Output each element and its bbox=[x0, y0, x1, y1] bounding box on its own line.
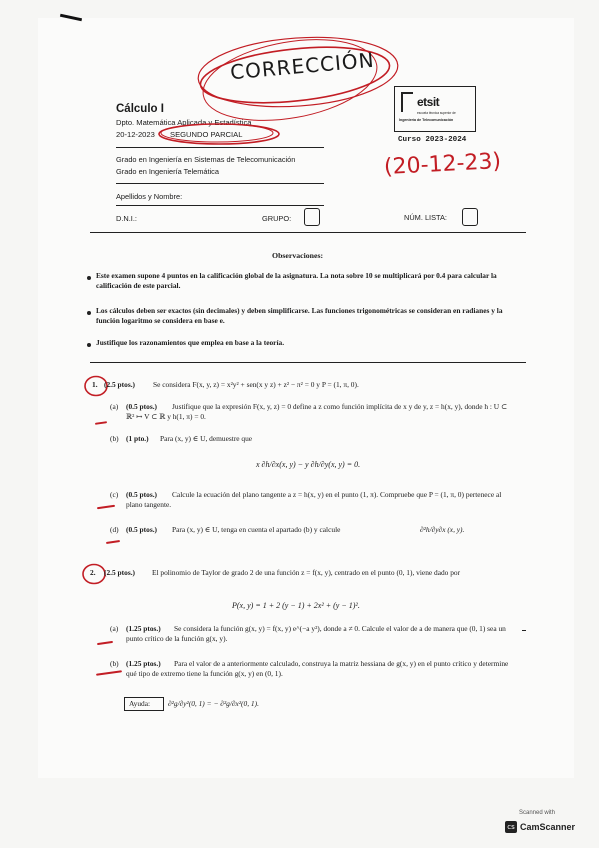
q1-statement: Se considera F(x, y, z) = x²y² + sen(x y z) + z² − π² = 0 y P = (1, π, 0). bbox=[153, 380, 359, 389]
camscanner-watermark bbox=[505, 808, 583, 838]
logo-name: etsit bbox=[417, 95, 440, 109]
q1a-label: (a) bbox=[110, 402, 119, 411]
correction-handwriting: CORRECCIÓN bbox=[229, 47, 376, 85]
exam-date: 20-12-2023 bbox=[116, 130, 155, 139]
q1b-label: (b) bbox=[110, 434, 119, 443]
q2a-text: Se considera la función g(x, y) = f(x, y) e^(−a y²), donde a ≠ 0. Calcule el valor de a de manera que (0, 1) sea un punto crítico de la función g(x, y). bbox=[126, 624, 506, 643]
camscanner-brand: CamScanner bbox=[520, 822, 576, 832]
observation-2: Los cálculos deben ser exactos (sin decimales) y deben simplificarse. Las funciones trigonométricas se consideran en radianes y la función logaritmo se considera en base e. bbox=[96, 306, 503, 325]
q1d-formula: ∂²h/∂y∂x (x, y). bbox=[420, 525, 465, 534]
q1-number: 1. bbox=[92, 380, 98, 389]
q1d-points: (0.5 ptos.) bbox=[126, 525, 157, 534]
fields-rule bbox=[90, 232, 526, 233]
handwritten-date: (20-12-23) bbox=[383, 148, 502, 181]
correction-scribble bbox=[190, 30, 410, 130]
q1b-text: Para (x, y) ∈ U, demuestre que bbox=[160, 434, 253, 443]
scanned-with-text: Scanned with bbox=[519, 810, 556, 816]
q2-formula: P(x, y) = 1 + 2 (y − 1) + 2x² + (y − 1)². bbox=[232, 601, 360, 610]
group-field-label: GRUPO: bbox=[262, 214, 292, 223]
observation-3: Justifique los razonamientos que emplea en base a la teoría. bbox=[96, 338, 285, 347]
q2a-label: (a) bbox=[110, 624, 119, 633]
q2a-points: (1.25 ptos.) bbox=[126, 624, 161, 633]
list-number-box bbox=[462, 208, 478, 226]
logo-subtitle-1: escuela técnica superior de bbox=[417, 111, 456, 115]
logo-subtitle-2: Ingeniería de Telecomunicación bbox=[399, 118, 454, 122]
q1c-points: (0.5 ptos.) bbox=[126, 490, 157, 499]
dni-field-label: D.N.I.: bbox=[116, 214, 137, 223]
bullet-1 bbox=[87, 276, 91, 280]
exam-type: SEGUNDO PARCIAL bbox=[170, 130, 243, 139]
camscanner-icon: cs bbox=[505, 821, 517, 833]
q1d-text: Para (x, y) ∈ U, tenga en cuenta el apartado (b) y calcule bbox=[172, 525, 341, 534]
q2-statement: El polinomio de Taylor de grado 2 de una función z = f(x, y), centrado en el punto (0, 1), viene dado por bbox=[152, 568, 461, 577]
q2-number: 2. bbox=[90, 568, 96, 577]
logo-mark bbox=[401, 92, 413, 112]
q1a-text: Justifique que la expresión F(x, y, z) = 0 define a z como función implícita de x y de y, z = h(x, y), donde h : U ⊂ ℝ² ↦ V ⊂ ℝ y h(1, π) = 0. bbox=[126, 402, 508, 421]
name-field-line bbox=[116, 205, 324, 206]
degree-2: Grado en Ingeniería Telemática bbox=[116, 167, 219, 176]
bullet-3 bbox=[87, 343, 91, 347]
course-title: Cálculo I bbox=[116, 103, 164, 115]
observation-1: Este examen supone 4 puntos en la calificación global de la asignatura. La nota sobre 10 se multiplicará por 0.4 para calcular la calificación de este parcial. bbox=[96, 271, 497, 290]
q1c-text: Calcule la ecuación del plano tangente a z = h(x, y) en el punto (1, π). Compruebe que P = (1, π, 0) pertenece al plano tangente. bbox=[126, 490, 502, 509]
academic-year: Curso 2023-2024 bbox=[398, 136, 467, 144]
observations-title: Observaciones: bbox=[272, 251, 324, 260]
degree-rule bbox=[116, 183, 324, 184]
q2b-points: (1.25 ptos.) bbox=[126, 659, 161, 668]
q1a-points: (0.5 ptos.) bbox=[126, 402, 157, 411]
bullet-2 bbox=[87, 311, 91, 315]
group-box bbox=[304, 208, 320, 226]
q1c-label: (c) bbox=[110, 490, 119, 499]
list-number-label: NÚM. LISTA: bbox=[404, 213, 447, 222]
q1b-points: (1 pto.) bbox=[126, 434, 149, 443]
department: Dpto. Matemática Aplicada y Estadística bbox=[116, 118, 252, 127]
hint-label: Ayuda: bbox=[129, 699, 151, 708]
school-logo bbox=[394, 86, 476, 132]
q1-points: (2.5 ptos.) bbox=[104, 380, 135, 389]
observations-rule bbox=[90, 362, 526, 363]
exam-type-circle bbox=[155, 120, 285, 148]
degree-1: Grado en Ingeniería en Sistemas de Telecomunicación bbox=[116, 155, 296, 164]
q2b-label: (b) bbox=[110, 659, 119, 668]
q2b-text: Para el valor de a anteriormente calculado, construya la matriz hessiana de g(x, y) en el punto crítico y determine qué tipo de extremo tiene la función g(x, y) en (0, 1). bbox=[126, 659, 509, 678]
q1b-formula: x ∂h/∂x(x, y) − y ∂h/∂y(x, y) = 0. bbox=[256, 460, 361, 469]
margin-dash bbox=[522, 630, 526, 631]
q2-points: (2.5 ptos.) bbox=[104, 568, 135, 577]
q1d-label: (d) bbox=[110, 525, 119, 534]
hint-formula: ∂²g/∂y²(0, 1) = − ∂²g/∂x²(0, 1). bbox=[168, 699, 259, 708]
header-rule bbox=[116, 147, 324, 148]
name-field-label: Apellidos y Nombre: bbox=[116, 192, 183, 201]
